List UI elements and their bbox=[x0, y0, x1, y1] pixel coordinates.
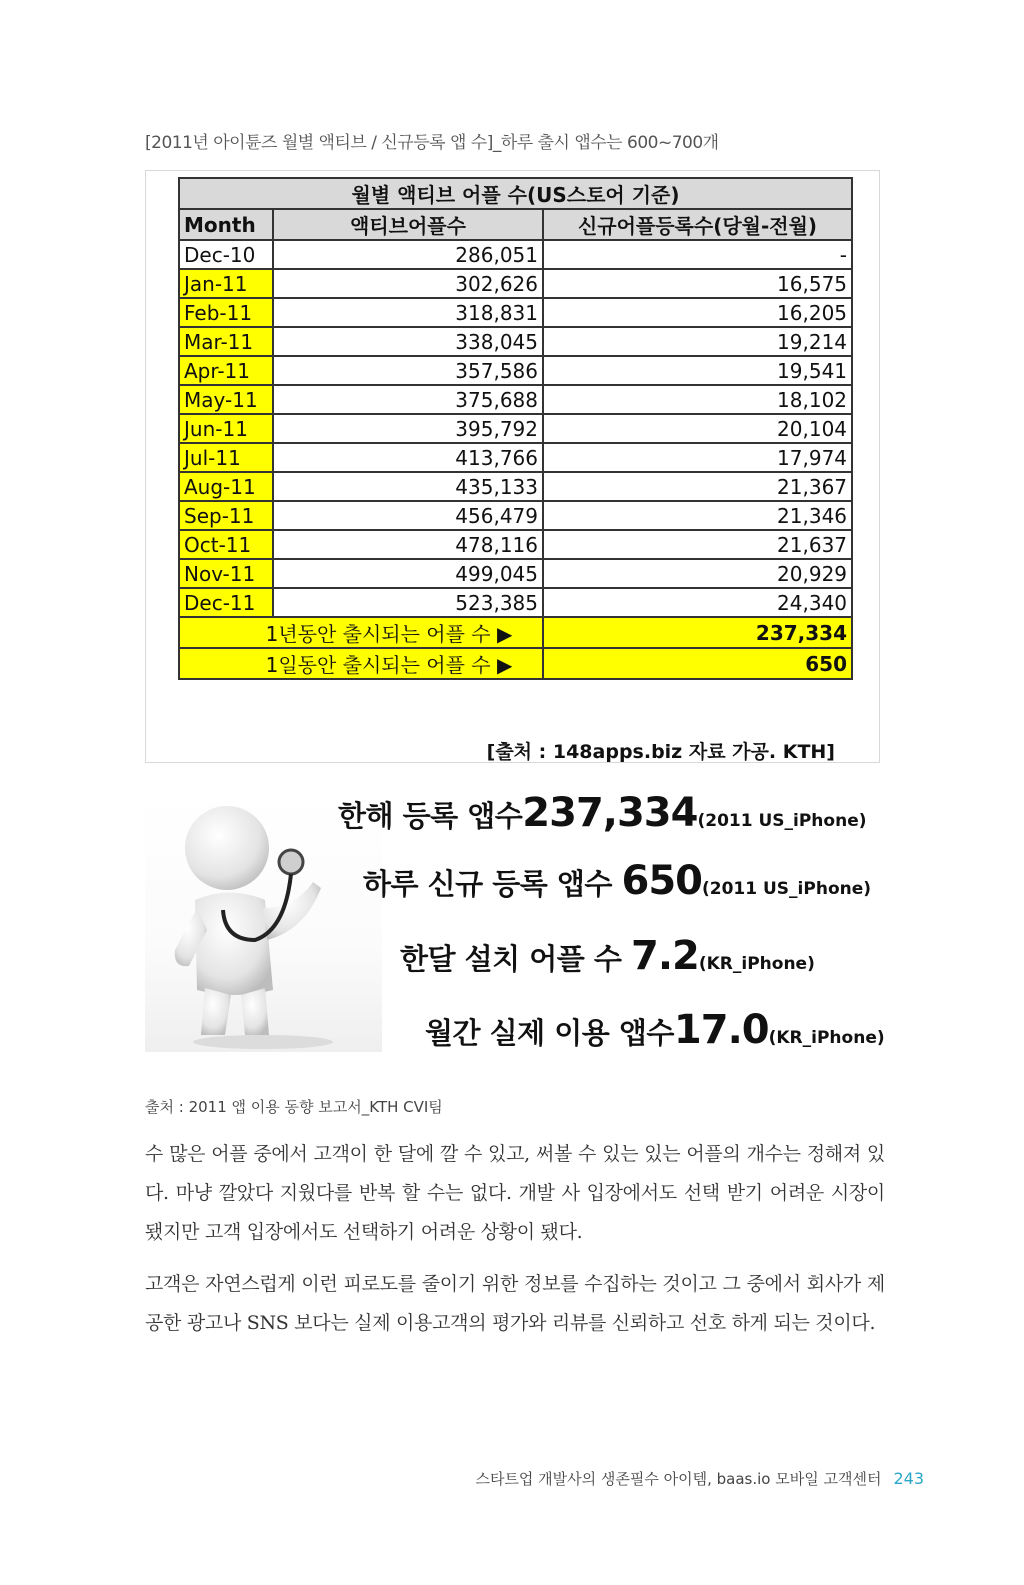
summary-value: 650 bbox=[543, 648, 852, 679]
body-paragraph-1: 수 많은 어플 중에서 고객이 한 달에 깔 수 있고, 써볼 수 있는 있는 어플의 개수는 정해져 있다. 마냥 깔았다 지웠다를 반복 할 수는 없다. 개발 사 입장에서도 선택 받기 어려운 시장이 됐지만 고객 입장에서도 선택하기 어려운 상황이 됐다. bbox=[145, 1143, 885, 1243]
cell-new: 21,346 bbox=[543, 501, 852, 530]
cell-new: 20,929 bbox=[543, 559, 852, 588]
table-row bbox=[179, 559, 852, 588]
stat-note: (2011 US_iPhone) bbox=[697, 811, 867, 831]
stat-monthly-installs bbox=[400, 933, 815, 979]
cell-active: 286,051 bbox=[273, 240, 543, 269]
col-header-month: Month bbox=[179, 209, 273, 240]
cell-month: Dec-11 bbox=[179, 588, 273, 617]
stats-source: 출처 : 2011 앱 이용 동향 보고서_KTH CVI팀 bbox=[145, 1098, 443, 1116]
cell-active: 413,766 bbox=[273, 443, 543, 472]
stat-label: 한달 설치 어플 수 bbox=[400, 942, 631, 976]
stat-note: (2011 US_iPhone) bbox=[702, 879, 872, 899]
cell-new: 19,214 bbox=[543, 327, 852, 356]
cell-month: Dec-10 bbox=[179, 240, 273, 269]
cell-active: 318,831 bbox=[273, 298, 543, 327]
cell-active: 435,133 bbox=[273, 472, 543, 501]
table-source: [출처 : 148apps.biz 자료 가공. KTH] bbox=[486, 741, 835, 763]
cell-active: 357,586 bbox=[273, 356, 543, 385]
stat-yearly bbox=[338, 790, 867, 836]
cell-new: 18,102 bbox=[543, 385, 852, 414]
stat-value: 237,334 bbox=[522, 790, 698, 836]
monthly-apps-table bbox=[178, 177, 853, 680]
summary-value: 237,334 bbox=[543, 617, 852, 648]
stat-value: 17.0 bbox=[673, 1007, 769, 1053]
table-row bbox=[179, 298, 852, 327]
cell-new: 20,104 bbox=[543, 414, 852, 443]
table-row bbox=[179, 356, 852, 385]
cell-new: 17,974 bbox=[543, 443, 852, 472]
cell-new: 21,637 bbox=[543, 530, 852, 559]
cell-new: - bbox=[543, 240, 852, 269]
col-header-new: 신규어플등록수(당월-전월) bbox=[543, 209, 852, 240]
cell-new: 21,367 bbox=[543, 472, 852, 501]
table-image bbox=[145, 170, 880, 763]
table-row bbox=[179, 385, 852, 414]
cell-month: Feb-11 bbox=[179, 298, 273, 327]
stat-label: 한해 등록 앱수 bbox=[338, 799, 523, 833]
summary-label: 1일동안 출시되는 어플 수 ▶ bbox=[179, 648, 543, 679]
cell-month: May-11 bbox=[179, 385, 273, 414]
cell-month: Sep-11 bbox=[179, 501, 273, 530]
cell-active: 456,479 bbox=[273, 501, 543, 530]
table-row bbox=[179, 472, 852, 501]
stat-note: (KR_iPhone) bbox=[698, 954, 815, 974]
table-row bbox=[179, 240, 852, 269]
table-row bbox=[179, 501, 852, 530]
stat-value: 650 bbox=[621, 858, 702, 904]
summary-row-day bbox=[179, 648, 852, 679]
cell-active: 499,045 bbox=[273, 559, 543, 588]
cell-month: Mar-11 bbox=[179, 327, 273, 356]
stat-label: 월간 실제 이용 앱수 bbox=[425, 1016, 674, 1050]
cell-new: 16,575 bbox=[543, 269, 852, 298]
cell-active: 478,116 bbox=[273, 530, 543, 559]
cell-month: Jul-11 bbox=[179, 443, 273, 472]
stat-value: 7.2 bbox=[630, 933, 699, 979]
table-body bbox=[179, 240, 852, 617]
table-row bbox=[179, 443, 852, 472]
stat-note: (KR_iPhone) bbox=[768, 1028, 885, 1048]
cell-new: 19,541 bbox=[543, 356, 852, 385]
cell-month: Jun-11 bbox=[179, 414, 273, 443]
cell-new: 16,205 bbox=[543, 298, 852, 327]
body-paragraph-2: 고객은 자연스럽게 이런 피로도를 줄이기 위한 정보를 수집하는 것이고 그 중에서 회사가 제공한 광고나 SNS 보다는 실제 이용고객의 평가와 리뷰를 신뢰하고 선호 하게 되는 것이다. bbox=[145, 1273, 885, 1334]
table-row bbox=[179, 530, 852, 559]
table-row bbox=[179, 327, 852, 356]
col-header-active: 액티브어플수 bbox=[273, 209, 543, 240]
stat-label: 하루 신규 등록 앱수 bbox=[363, 867, 622, 901]
table-row bbox=[179, 414, 852, 443]
cell-active: 302,626 bbox=[273, 269, 543, 298]
table-title: 월별 액티브 어플 수(US스토어 기준) bbox=[179, 178, 852, 209]
stat-daily bbox=[363, 858, 871, 904]
cell-month: Jan-11 bbox=[179, 269, 273, 298]
cell-active: 375,688 bbox=[273, 385, 543, 414]
figure-caption: [2011년 아이튠즈 월별 액티브 / 신규등록 앱 수]_하루 출시 앱수는 600~700개 bbox=[145, 133, 719, 153]
cell-active: 338,045 bbox=[273, 327, 543, 356]
cell-active: 395,792 bbox=[273, 414, 543, 443]
summary-row-year bbox=[179, 617, 852, 648]
cell-month: Nov-11 bbox=[179, 559, 273, 588]
page-number: 243 bbox=[893, 1469, 924, 1488]
cell-new: 24,340 bbox=[543, 588, 852, 617]
page-footer bbox=[475, 1468, 924, 1489]
cell-month: Aug-11 bbox=[179, 472, 273, 501]
cell-active: 523,385 bbox=[273, 588, 543, 617]
cell-month: Apr-11 bbox=[179, 356, 273, 385]
footer-title: 스타트업 개발사의 생존필수 아이템, baas.io 모바일 고객센터 bbox=[475, 1470, 882, 1488]
table-row bbox=[179, 588, 852, 617]
stat-monthly-usage bbox=[425, 1007, 885, 1053]
cell-month: Oct-11 bbox=[179, 530, 273, 559]
table-row bbox=[179, 269, 852, 298]
summary-label: 1년동안 출시되는 어플 수 ▶ bbox=[179, 617, 543, 648]
